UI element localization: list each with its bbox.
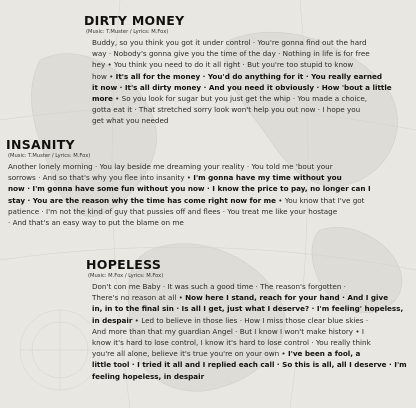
lyric-chorus-segment: It's all for the money · You'd do anything for it · You really earned bbox=[115, 71, 382, 81]
lyric-segment: Buddy, so you think you got it under control · You're gonna find out the hard bbox=[92, 38, 367, 47]
lyric-segment: And more than that my guardian Angel · But I know I won't make history • I bbox=[92, 326, 364, 336]
song-title: HOPELESS bbox=[86, 257, 162, 272]
lyric-chorus-segment: little tool · I tried it all and I replied each call · So this is all, all I deserve · I'm bbox=[92, 360, 407, 370]
lyric-line bbox=[92, 59, 392, 70]
lyric-segment: patience · I'm not the kind of guy that pussies off and flees · You treat me like your hostage bbox=[8, 206, 338, 216]
lyric-line bbox=[8, 161, 371, 172]
lyric-line bbox=[92, 93, 392, 104]
lyric-line bbox=[92, 82, 392, 93]
lyric-line bbox=[92, 115, 392, 126]
lyric-segment: There's no reason at all • bbox=[92, 293, 186, 303]
lyric-chorus-segment: I'm gonna have my time without you bbox=[193, 173, 342, 183]
lyric-segment: you're all alone, believe it's true you're on your own • bbox=[92, 349, 288, 359]
song-credit: (Music: M.Fox / Lyrics: M.Fox) bbox=[88, 273, 164, 279]
lyric-segment: Don't con me Baby · It was such a good time · The reason's forgotten · bbox=[92, 282, 346, 291]
song-title: INSANITY bbox=[6, 137, 75, 152]
lyric-line bbox=[92, 292, 407, 303]
lyric-chorus-segment: now · I'm gonna have some fun without you now · I know the price to pay, no longer can I bbox=[8, 184, 371, 194]
lyric-segment: • You know that I've got bbox=[276, 195, 365, 205]
lyric-line bbox=[92, 303, 407, 314]
lyric-segment: gotta eat it · That stretched sorry look won't help you out now · I hope you bbox=[92, 105, 361, 115]
lyric-line bbox=[92, 37, 392, 48]
lyric-line bbox=[92, 48, 392, 59]
lyric-segment: • So you look for sugar but you just get the whip · You made a choice, bbox=[112, 94, 368, 104]
lyric-line bbox=[8, 172, 371, 183]
lyric-line bbox=[92, 359, 407, 370]
lyric-chorus-segment: in despair bbox=[92, 315, 133, 325]
lyric-segment: Another lonely morning · You lay beside me dreaming your reality · You told me 'bout your bbox=[8, 162, 333, 171]
lyric-segment: hey • You think you need to do it all right · But you're too stupid to know bbox=[92, 60, 354, 70]
lyric-chorus-segment: stay · You are the reason why the time has come right now for me bbox=[8, 195, 277, 205]
lyric-chorus-segment: more bbox=[92, 94, 113, 104]
lyric-chorus-segment: in, in to the final sin · Is all I get, just what I deserve? · I'm feeling' hopeless, bbox=[92, 304, 404, 314]
lyric-chorus-segment: I've been a fool, a bbox=[287, 349, 361, 359]
lyric-line bbox=[92, 315, 407, 326]
song-lyrics bbox=[92, 37, 392, 127]
lyric-line bbox=[8, 217, 371, 228]
lyric-line bbox=[92, 337, 407, 348]
lyric-segment: know it's hard to lose control, I know it's hard to lose control · You really think bbox=[92, 338, 371, 348]
lyric-chorus-segment: it now · It's all dirty money · And you need it obviously · How 'bout a little bbox=[92, 82, 392, 92]
song-credit: (Music: T.Muster / Lyrics: M.Fox) bbox=[8, 153, 91, 159]
song-hopeless bbox=[86, 258, 407, 382]
lyric-segment: • Led to believe in those lies · How I miss those clear blue skies · bbox=[132, 315, 369, 325]
song-title: DIRTY MONEY bbox=[84, 13, 185, 28]
lyric-line bbox=[8, 195, 371, 206]
lyric-chorus-segment: Now here I stand, reach for your hand · And I give bbox=[185, 293, 389, 303]
song-dirty-money bbox=[84, 14, 392, 127]
lyric-chorus-segment: feeling hopeless, in despair bbox=[92, 371, 205, 381]
lyric-line bbox=[92, 281, 407, 292]
lyric-segment: · And that's an easy way to put the blame on me bbox=[8, 218, 184, 228]
lyric-line bbox=[92, 71, 392, 82]
song-credit: (Music: T.Muster / Lyrics: M.Fox) bbox=[86, 29, 169, 35]
lyric-line bbox=[8, 206, 371, 217]
lyric-segment: way · Nobody's gonna give you the time of the day · Nothing in life is for free bbox=[92, 49, 370, 59]
song-lyrics bbox=[8, 161, 371, 228]
song-insanity bbox=[6, 138, 371, 228]
lyric-line bbox=[92, 348, 407, 359]
lyric-segment: sorrows · And so that's why you flee into insanity • bbox=[8, 173, 194, 183]
lyric-line bbox=[92, 326, 407, 337]
lyric-line bbox=[8, 183, 371, 194]
lyric-segment: get what you needed bbox=[92, 116, 169, 126]
song-lyrics bbox=[92, 281, 407, 382]
lyric-line bbox=[92, 371, 407, 382]
lyric-line bbox=[92, 104, 392, 115]
lyric-segment: how • bbox=[92, 71, 116, 81]
